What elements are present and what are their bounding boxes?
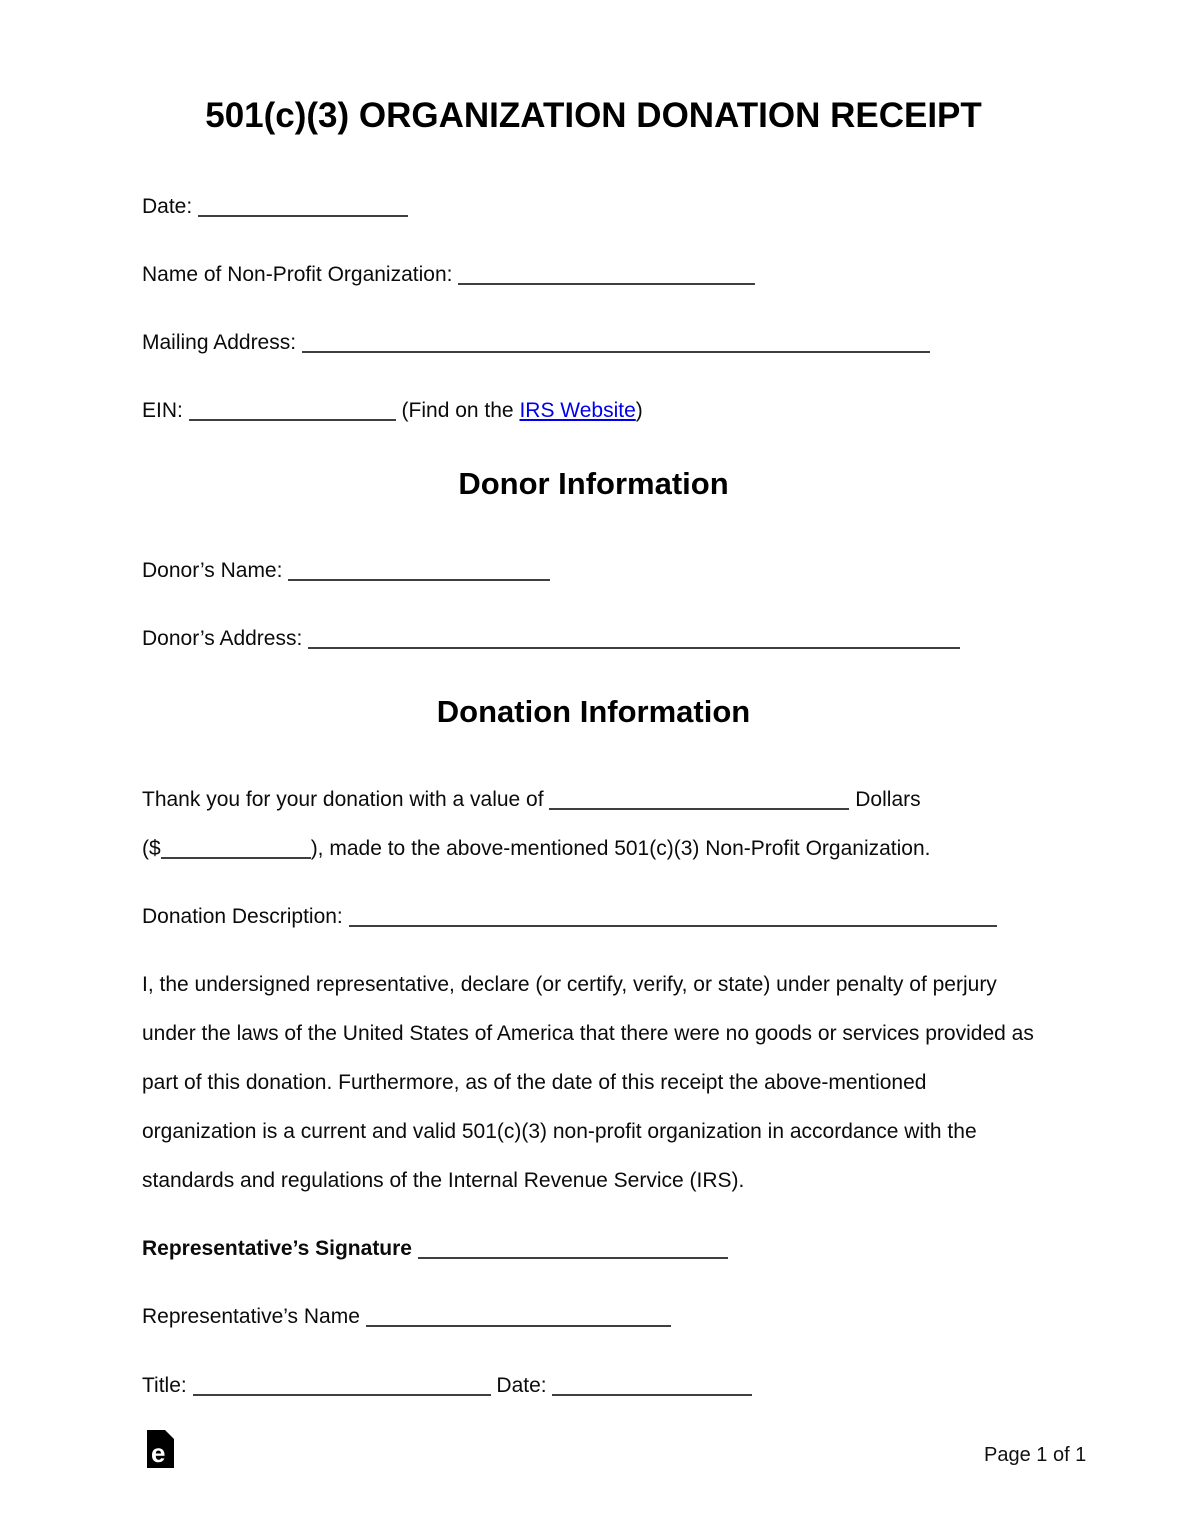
- ein-field-row: [142, 399, 643, 423]
- ein-note-suffix: ): [635, 399, 643, 422]
- donor-address-blank[interactable]: [308, 646, 960, 649]
- declaration-line: organization is a current and valid 501(c)(3) non-profit organization in accordance with the: [142, 1120, 977, 1143]
- donation-description-row: [142, 905, 997, 929]
- donation-information-heading: Donation Information: [436, 694, 751, 729]
- mailing-address-label: Mailing Address:: [142, 331, 297, 354]
- date-label: Date:: [142, 195, 193, 218]
- signature-date-label: Date:: [496, 1374, 547, 1397]
- donation-amount-blank[interactable]: [161, 856, 311, 859]
- ein-blank[interactable]: [189, 418, 396, 421]
- org-name-field-row: [142, 263, 755, 287]
- org-name-blank[interactable]: [458, 282, 755, 285]
- donation-amount-suffix: ), made to the above-mentioned 501(c)(3) Non-Profit Organization.: [310, 837, 931, 860]
- donation-value-prefix: Thank you for your donation with a value of: [142, 788, 544, 811]
- representative-name-label: Representative’s Name: [142, 1305, 360, 1328]
- donor-name-label: Donor’s Name:: [142, 559, 283, 582]
- donation-amount-prefix: ($: [142, 837, 161, 860]
- date-blank[interactable]: [198, 214, 408, 217]
- donor-address-field-row: [142, 627, 960, 651]
- title-blank[interactable]: [193, 1393, 491, 1396]
- declaration-line: under the laws of the United States of America that there were no goods or services provided as: [142, 1022, 1034, 1045]
- representative-signature-blank[interactable]: [418, 1256, 728, 1259]
- donation-description-label: Donation Description:: [142, 905, 343, 928]
- ein-label: EIN:: [142, 399, 183, 422]
- document-title: 501(c)(3) ORGANIZATION DONATION RECEIPT: [205, 96, 982, 135]
- declaration-line: part of this donation. Furthermore, as of the date of this receipt the above-mentioned: [142, 1071, 927, 1094]
- ein-note-prefix: (Find on the: [401, 399, 514, 422]
- donor-address-label: Donor’s Address:: [142, 627, 303, 650]
- date-field-row: [142, 195, 408, 219]
- mailing-address-blank[interactable]: [302, 350, 930, 353]
- irs-website-link[interactable]: IRS Website: [519, 399, 636, 422]
- donation-value-blank[interactable]: [549, 807, 849, 810]
- donation-amount-row: [142, 837, 931, 861]
- org-name-label: Name of Non-Profit Organization:: [142, 263, 453, 286]
- mailing-address-field-row: [142, 331, 930, 355]
- representative-name-blank[interactable]: [366, 1324, 671, 1327]
- title-label: Title:: [142, 1374, 187, 1397]
- title-date-row: [142, 1374, 752, 1398]
- page-indicator: Page 1 of 1: [984, 1444, 1087, 1466]
- declaration-line: I, the undersigned representative, declare (or certify, verify, or state) under penalty of perjury: [142, 973, 997, 996]
- representative-name-row: [142, 1305, 671, 1329]
- page-fold-icon: [165, 1430, 174, 1439]
- eforms-logo-letter: e: [151, 1438, 166, 1468]
- declaration-line: standards and regulations of the Internal Revenue Service (IRS).: [142, 1169, 745, 1192]
- signature-date-blank[interactable]: [552, 1393, 752, 1396]
- donor-name-blank[interactable]: [288, 578, 550, 581]
- representative-signature-label: Representative’s Signature: [142, 1237, 412, 1260]
- eforms-logo: [147, 1430, 174, 1468]
- donation-description-blank[interactable]: [349, 924, 997, 927]
- donation-value-suffix: Dollars: [855, 788, 921, 811]
- donor-information-heading: Donor Information: [458, 466, 729, 501]
- representative-signature-row: [142, 1237, 728, 1261]
- donation-value-row: [142, 788, 921, 812]
- donor-name-field-row: [142, 559, 550, 583]
